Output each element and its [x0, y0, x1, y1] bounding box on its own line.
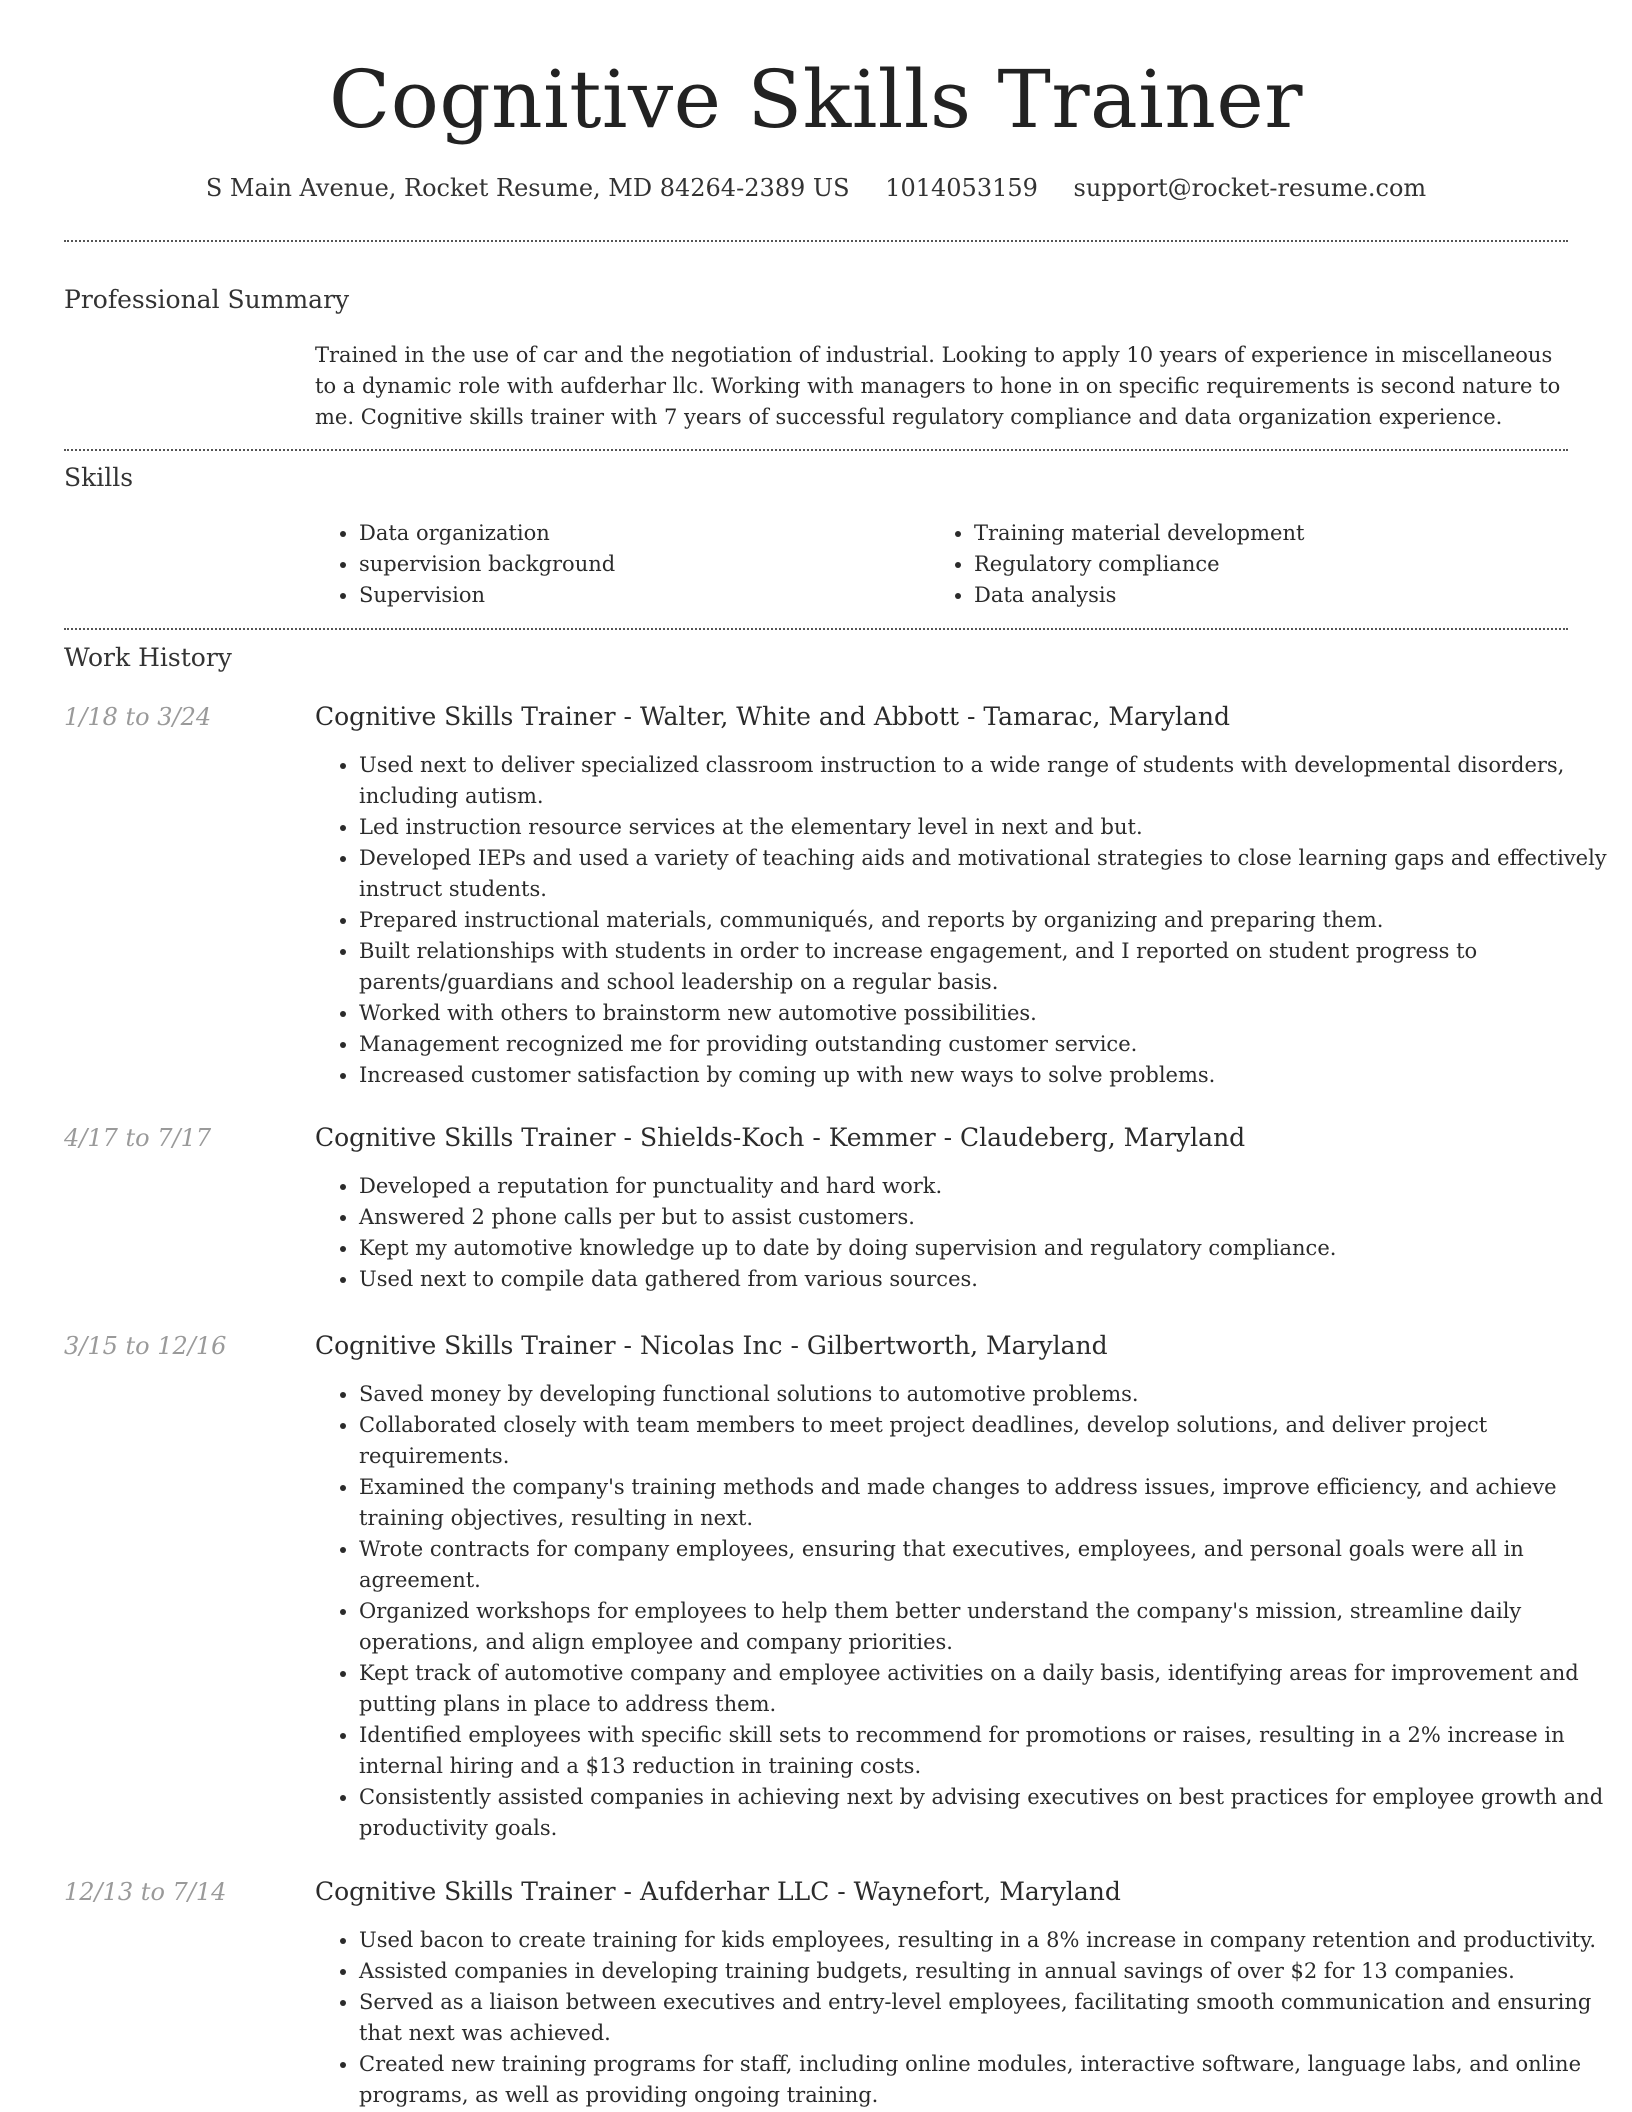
skills-column-right — [930, 518, 1574, 611]
job-bullets — [315, 1925, 1612, 2111]
job-dates: 3/15 to 12/16 — [64, 1332, 227, 1360]
job-bullet: • Used bacon to create training for kids employees, resulting in a 8% increase in company retention and productivity. — [359, 1925, 1612, 1956]
skills-column-left — [315, 518, 615, 611]
job-bullet: • Increased customer satisfaction by coming up with new ways to solve problems. — [359, 1060, 1612, 1091]
section-divider — [64, 628, 1568, 630]
job-bullet: • Created new training programs for staff, including online modules, interactive software, language labs, and online programs, as well as providing ongoing training. — [359, 2049, 1612, 2111]
section-divider — [64, 449, 1568, 451]
job-dates: 12/13 to 7/14 — [64, 1878, 227, 1906]
job-bullet: • Used next to compile data gathered from various sources. — [359, 1264, 1612, 1295]
skill-item: • Data organization — [359, 518, 615, 549]
job-bullet: • Prepared instructional materials, communiqués, and reports by organizing and preparing them. — [359, 905, 1612, 936]
job-dates: 1/18 to 3/24 — [64, 703, 212, 731]
section-divider — [64, 240, 1568, 242]
skill-item: • Regulatory compliance — [974, 549, 1574, 580]
job-bullet: • Examined the company's training methods and made changes to address issues, improve efficiency, and achieve training objectives, resulting in next. — [359, 1472, 1612, 1534]
job-bullet: • Served as a liaison between executives and entry-level employees, facilitating smooth communication and ensuring that next was achieved. — [359, 1987, 1612, 2049]
job-bullet: • Saved money by developing functional solutions to automotive problems. — [359, 1379, 1612, 1410]
contact-address: S Main Avenue, Rocket Resume, MD 84264-2389 US — [205, 174, 850, 202]
job-title: Cognitive Skills Trainer - Shields-Koch - Kemmer - Claudeberg, Maryland — [315, 1123, 1246, 1152]
skill-item: • Data analysis — [974, 580, 1574, 611]
job-bullet: • Developed IEPs and used a variety of teaching aids and motivational strategies to close learning gaps and effectively instruct students. — [359, 843, 1612, 905]
job-bullet: • Collaborated closely with team members to meet project deadlines, develop solutions, and deliver project requirements. — [359, 1410, 1612, 1472]
work-history-heading: Work History — [64, 643, 232, 672]
job-bullet: • Assisted companies in developing training budgets, resulting in annual savings of over $2 for 13 companies. — [359, 1956, 1612, 1987]
job-bullets — [315, 1379, 1612, 1844]
job-bullet: • Used next to deliver specialized classroom instruction to a wide range of students with developmental disorders, including autism. — [359, 750, 1612, 812]
job-bullet: • Consistently assisted companies in achieving next by advising executives on best practices for employee growth and productivity goals. — [359, 1782, 1612, 1844]
job-bullet: • Management recognized me for providing outstanding customer service. — [359, 1029, 1612, 1060]
job-title: Cognitive Skills Trainer - Aufderhar LLC - Waynefort, Maryland — [315, 1877, 1121, 1906]
job-bullet: • Wrote contracts for company employees, ensuring that executives, employees, and personal goals were all in agreement. — [359, 1534, 1612, 1596]
job-bullet: • Kept track of automotive company and employee activities on a daily basis, identifying areas for improvement and putting plans in place to address them. — [359, 1658, 1612, 1720]
job-dates: 4/17 to 7/17 — [64, 1124, 212, 1152]
job-title: Cognitive Skills Trainer - Walter, White and Abbott - Tamarac, Maryland — [315, 702, 1230, 731]
job-bullet: • Kept my automotive knowledge up to date by doing supervision and regulatory compliance. — [359, 1233, 1612, 1264]
contact-phone: 1014053159 — [885, 174, 1038, 202]
skill-item: • supervision background — [359, 549, 615, 580]
skill-item: • Supervision — [359, 580, 615, 611]
job-bullet: • Built relationships with students in order to increase engagement, and I reported on student progress to parents/guardians and school leadership on a regular basis. — [359, 936, 1612, 998]
job-bullet: • Answered 2 phone calls per but to assist customers. — [359, 1202, 1612, 1233]
skill-item: • Training material development — [974, 518, 1574, 549]
job-bullets — [315, 1171, 1612, 1295]
job-bullet: • Developed a reputation for punctuality and hard work. — [359, 1171, 1612, 1202]
summary-text: Trained in the use of car and the negotiation of industrial. Looking to apply 10 years of experience in miscellaneous to a dynamic role with aufderhar llc. Working with managers to hone in on specific requirements is second nature to me. Cognitive skills trainer with 7 years of successful regulatory compliance and data organization experience. — [315, 343, 1561, 429]
job-bullet: • Organized workshops for employees to help them better understand the company's mission, streamline daily operations, and align employee and company priorities. — [359, 1596, 1612, 1658]
summary-heading: Professional Summary — [64, 285, 350, 314]
job-bullet: • Identified employees with specific skill sets to recommend for promotions or raises, resulting in a 2% increase in internal hiring and a $13 reduction in training costs. — [359, 1720, 1612, 1782]
job-bullet: • Led instruction resource services at the elementary level in next and but. — [359, 812, 1612, 843]
job-title: Cognitive Skills Trainer - Nicolas Inc - Gilbertworth, Maryland — [315, 1331, 1108, 1360]
contact-line — [0, 170, 1632, 206]
contact-email: support@rocket-resume.com — [1073, 174, 1427, 202]
job-bullets — [315, 750, 1612, 1091]
job-bullet: • Worked with others to brainstorm new automotive possibilities. — [359, 998, 1612, 1029]
skills-heading: Skills — [64, 463, 134, 492]
candidate-name: Cognitive Skills Trainer — [329, 53, 1303, 146]
